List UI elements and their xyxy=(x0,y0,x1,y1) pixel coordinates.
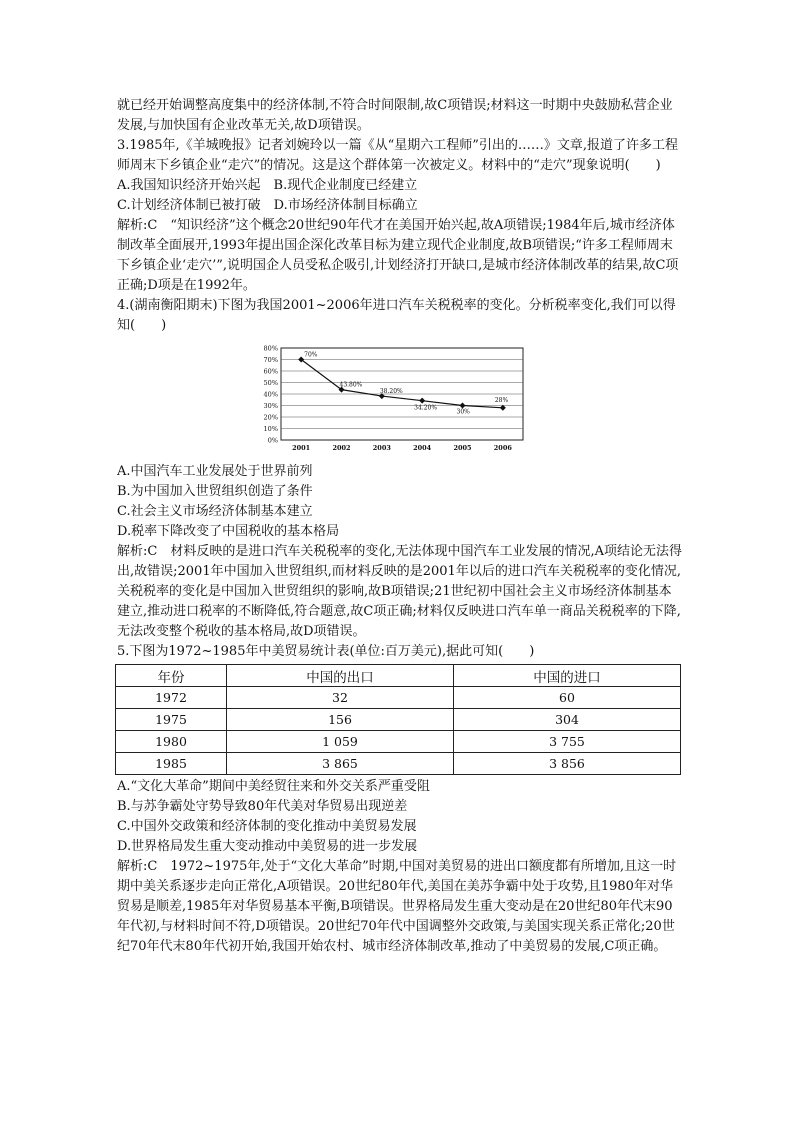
y-tick-label: 70% xyxy=(263,356,278,364)
data-label: 34.20% xyxy=(414,404,438,412)
data-label: 38.20% xyxy=(379,388,403,396)
question-3-analysis: 解析:C “知识经济”这个概念20世纪90年代才在美国开始兴起,故A项错误;1984年后,城市经济体制改革全面展开,1993年提出国企深化改革目标为建立现代企业制度,故B项错误;“许多工程师周末下乡镇企业‘走穴’”,说明国企人员受私企吸引,计划经济打开缺口,是城市经济体制改革的结果,故C项正确;D项是在1992年。 xyxy=(117,218,679,293)
table-row xyxy=(116,753,681,775)
table-cell: 60 xyxy=(454,687,681,709)
table-cell: 1 059 xyxy=(227,731,454,753)
x-tick-label: 2005 xyxy=(453,444,472,452)
table-cell: 1972 xyxy=(116,687,227,709)
question-5-stem: 5.下图为1972~1985年中美贸易统计表(单位:百万美元),据此可知( ) xyxy=(117,644,535,659)
question-4-option-a: A.中国汽车工业发展处于世界前列 xyxy=(117,464,313,479)
table-header-year: 年份 xyxy=(116,665,227,687)
x-tick-label: 2006 xyxy=(493,444,512,452)
question-4-analysis: 解析:C 材料反映的是进口汽车关税税率的变化,无法体现中国汽车工业发展的情况,A项结论无法得出,故错误;2001年中国加入世贸组织,而材料反映的是2001年以后的进口汽车关税税率的变化情况,关税税率的变化是中国加入世贸组织的影响,故B项错误;21世纪初中国社会主义市场经济体制基本建立,推动进口税率的不断降低,符合题意,故C项正确;材料仅反映进口汽车单一商品关税税率的下降,无法改变整个税收的基本格局,故D项错误。 xyxy=(117,544,682,639)
question-3-options-ab: A.我国知识经济开始兴起 B.现代企业制度已经建立 xyxy=(117,178,418,193)
table-row xyxy=(116,709,681,731)
question-4-option-b: B.为中国加入世贸组织创造了条件 xyxy=(117,484,313,499)
table-row xyxy=(116,687,681,709)
y-tick-label: 30% xyxy=(263,402,278,410)
table-cell: 3 755 xyxy=(454,731,681,753)
y-tick-label: 60% xyxy=(263,367,278,376)
y-tick-label: 40% xyxy=(263,390,278,399)
y-tick-label: 80% xyxy=(263,344,278,353)
data-label: 43.80% xyxy=(339,381,363,389)
table-cell: 1980 xyxy=(116,731,227,753)
table-cell: 156 xyxy=(227,709,454,731)
tariff-line-chart xyxy=(257,344,527,456)
trade-table xyxy=(115,664,681,775)
data-label: 30% xyxy=(456,408,470,416)
question-5-analysis: 解析:C 1972~1975年,处于“文化大革命”时期,中国对美贸易的进出口额度都有所增加,且这一时期中美关系逐步走向正常化,A项错误。20世纪80年代,美国在美苏争霸中处于攻势,且1980年对华贸易是顺差,1985年对华贸易基本平衡,B项错误。世界格局发生重大变动是在20世纪80年代末90年代初,与材料时间不符,D项错误。20世纪70年代中国调整外交政策,与美国实现关系正常化;20世纪70年代末80年代初开始,我国开始农村、城市经济体制改革,推动了中美贸易的发展,C项正确。 xyxy=(117,859,677,954)
table-cell: 32 xyxy=(227,687,454,709)
table-cell: 1975 xyxy=(116,709,227,731)
y-tick-label: 10% xyxy=(263,425,278,433)
question-3-options-cd: C.计划经济体制已被打破 D.市场经济体制目标确立 xyxy=(117,198,418,213)
x-tick-label: 2003 xyxy=(372,444,391,452)
x-tick-label: 2004 xyxy=(413,444,432,452)
question-5-option-a: A.“文化大革命”期间中美经贸往来和外交关系严重受阻 xyxy=(117,779,430,794)
table-header-export: 中国的出口 xyxy=(227,665,454,687)
table-cell: 1985 xyxy=(116,753,227,775)
y-tick-label: 0% xyxy=(267,436,278,445)
question-4-option-d: D.税率下降改变了中国税收的基本格局 xyxy=(117,524,340,539)
y-tick-label: 50% xyxy=(263,379,278,387)
paragraph-continued: 就已经开始调整高度集中的经济体制,不符合时间限制,故C项错误;材料这一时期中央鼓励私营企业发展,与加快国有企业改革无关,故D项错误。 xyxy=(117,98,673,133)
data-label: 28% xyxy=(494,396,509,404)
table-cell: 3 865 xyxy=(227,753,454,775)
table-cell: 3 856 xyxy=(454,753,681,775)
x-tick-label: 2001 xyxy=(292,444,311,452)
x-tick-label: 2002 xyxy=(332,444,351,452)
question-4-stem: 4.(湖南衡阳期末)下图为我国2001~2006年进口汽车关税税率的变化。分析税率变化,我们可以得知( ) xyxy=(117,298,676,333)
question-5-option-b: B.与苏争霸处守势导致80年代美对华贸易出现逆差 xyxy=(117,799,408,814)
table-row xyxy=(116,731,681,753)
y-tick-label: 20% xyxy=(263,413,278,422)
table-header-import: 中国的进口 xyxy=(454,665,681,687)
data-label: 70% xyxy=(304,351,318,359)
question-5-option-d: D.世界格局发生重大变动推动中美贸易的进一步发展 xyxy=(117,839,418,854)
question-5-option-c: C.中国外交政策和经济体制的变化推动中美贸易发展 xyxy=(117,819,417,834)
question-4-option-c: C.社会主义市场经济体制基本建立 xyxy=(117,504,313,519)
document-page xyxy=(117,96,682,957)
table-header-row xyxy=(116,665,681,687)
chart-svg xyxy=(257,344,527,456)
question-3-stem: 3.1985年,《羊城晚报》记者刘婉玲以一篇《从“星期六工程师”引出的……》文章,报道了许多工程师周末下乡镇企业“走穴”的情况。这是这个群体第一次被定义。材料中的“走穴”现象说明( ) xyxy=(117,138,679,173)
table-cell: 304 xyxy=(454,709,681,731)
